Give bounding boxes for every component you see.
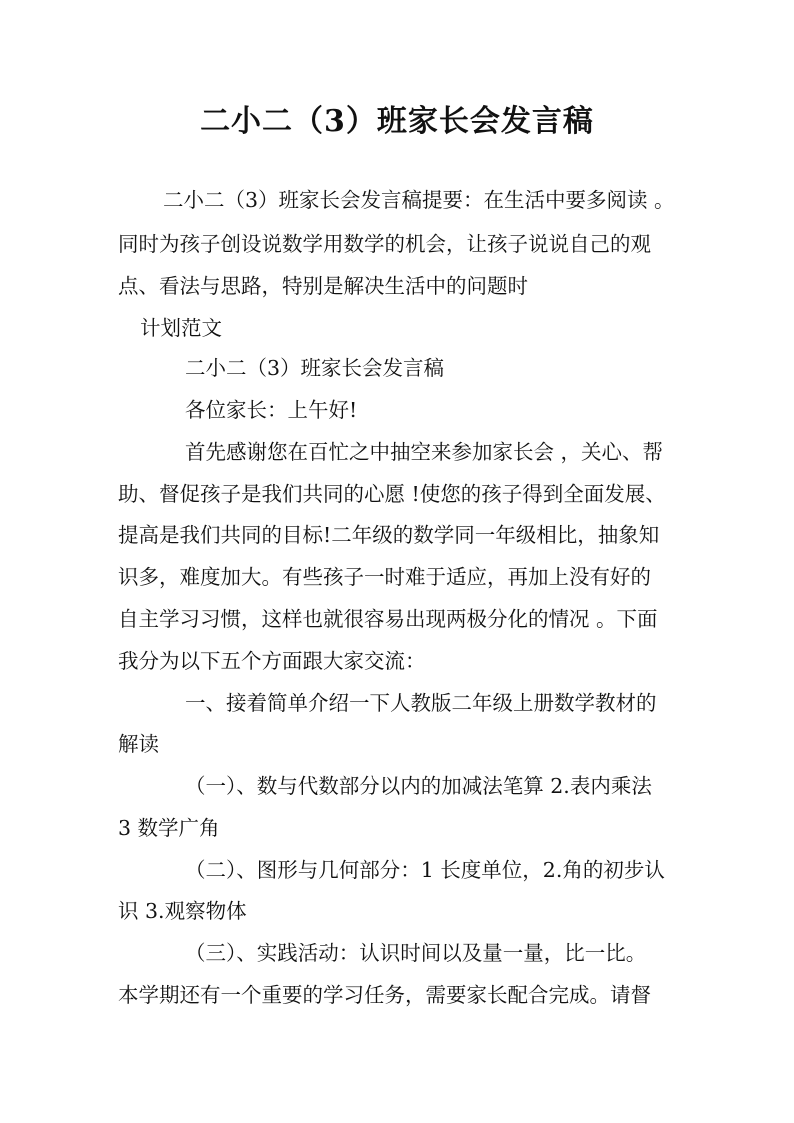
paragraph-line: 二小二（3）班家长会发言稿提要：在生活中要多阅读 。 <box>163 188 675 212</box>
paragraph-line: 首先感谢您在百忙之中抽空来参加家长会 ，关心、帮 <box>185 440 664 464</box>
paragraph-line: 提高是我们共同的目标!二年级的数学同一年级相比，抽象知 <box>118 523 660 547</box>
paragraph-line: 助、督促孩子是我们共同的心愿 !使您的孩子得到全面发展、 <box>118 482 666 506</box>
paragraph-line: 3 数学广角 <box>118 816 220 840</box>
paragraph-line: （一）、数与代数部分以内的加减法笔算 2.表内乘法 <box>185 774 652 798</box>
paragraph-line: 识 3.观察物体 <box>118 899 247 923</box>
paragraph-line: 解读 <box>118 732 159 756</box>
paragraph-line: 各位家长：上午好! <box>185 398 358 422</box>
paragraph-line: 我分为以下五个方面跟大家交流： <box>118 649 426 673</box>
paragraph-line: 计划范文 <box>140 316 222 340</box>
paragraph-line: 识多，难度加大。有些孩子一时难于适应，再加上没有好的 <box>118 565 651 589</box>
paragraph-line: 同时为孩子创设说数学用数学的机会，让孩子说说自己的观 <box>118 232 651 256</box>
document-title: 二小二（3）班家长会发言稿 <box>200 104 594 139</box>
paragraph-line: 自主学习习惯，这样也就很容易出现两极分化的情况 。下面 <box>118 607 658 631</box>
paragraph-line: 一、接着简单介绍一下人教版二年级上册数学教材的 <box>185 691 657 715</box>
paragraph-line: （三）、实践活动：认识时间以及量一量，比一比。 <box>185 941 647 965</box>
paragraph-line: 点、看法与思路，特别是解决生活中的问题时 <box>118 274 528 298</box>
paragraph-line: 本学期还有一个重要的学习任务，需要家长配合完成。请督 <box>118 983 651 1007</box>
paragraph-line: （二）、图形与几何部分：1 长度单位，2.角的初步认 <box>185 858 665 882</box>
paragraph-line: 二小二（3）班家长会发言稿 <box>185 356 445 380</box>
